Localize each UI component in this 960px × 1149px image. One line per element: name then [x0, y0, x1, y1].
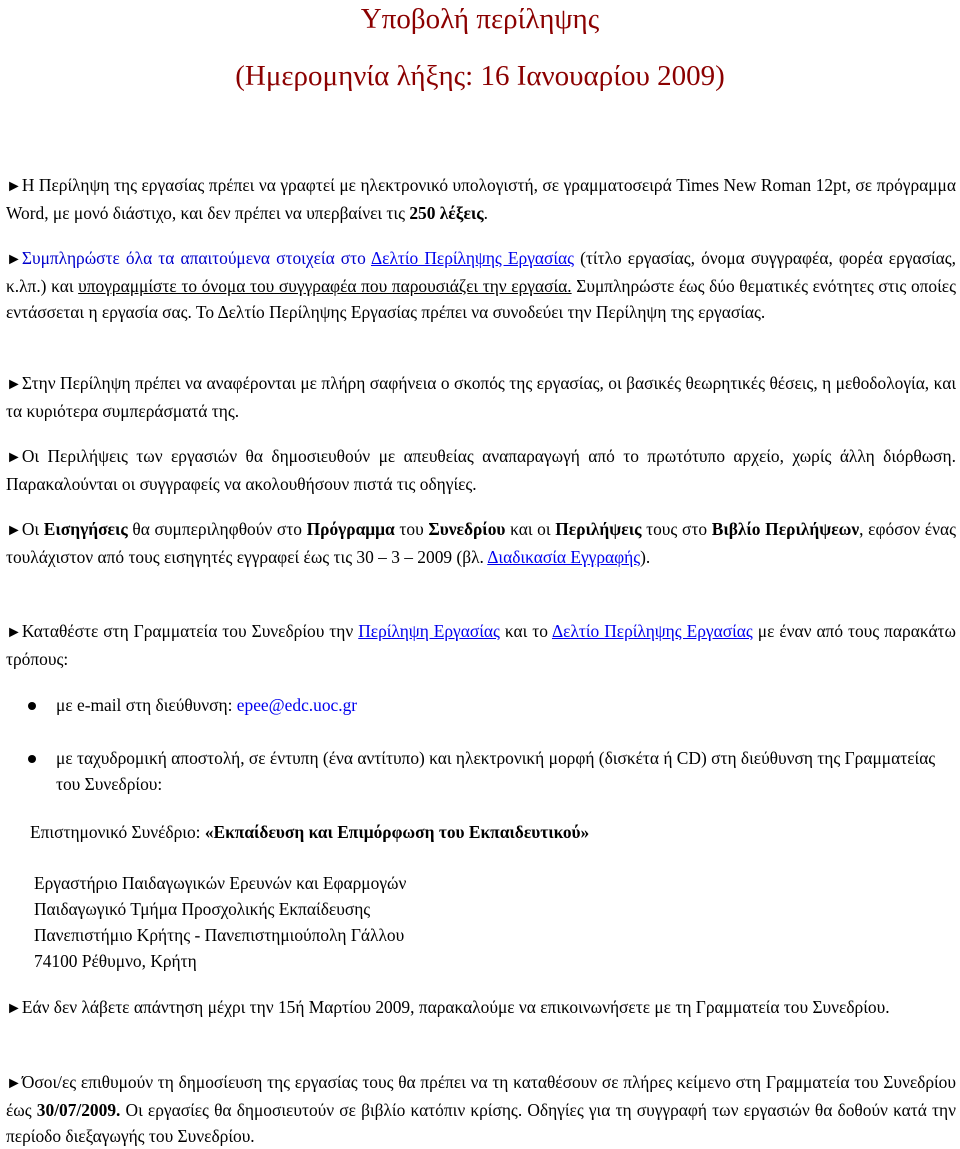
- abstract-form-link-2[interactable]: Δελτίο Περίληψης Εργασίας: [551, 621, 753, 641]
- paragraph-publication: ►Οι Περιλήψεις των εργασιών θα δημοσιευθούν με απευθείας αναπαραγωγή από το πρωτότυπο αρχείο, χωρίς άλλη διόρθωση. Παρακαλούνται οι συγγραφείς να ακολουθήσουν πιστά τις οδηγίες.: [6, 446, 956, 494]
- paragraph-program-inclusion: ►Οι Εισηγήσεις θα συμπεριληφθούν στο Πρόγραμμα του Συνεδρίου και οι Περιλήψεις τους στο Βιβλίο Περιλήψεων, εφόσον ένας τουλάχιστον από τους εισηγητές εγγραφεί έως τις 30 – 3 – 2009 (βλ. Διαδικασία Εγγραφής).: [6, 519, 956, 567]
- paragraph-submission: ►Καταθέστε στη Γραμματεία του Συνεδρίου την Περίληψη Εργασίας και το Δελτίο Περίληψης Εργασίας με έναν από τους παρακάτω τρόπους:: [6, 621, 956, 669]
- arrow-icon: ►: [6, 178, 22, 195]
- bullet-post: με ταχυδρομική αποστολή, σε έντυπη (ένα αντίτυπο) και ηλεκτρονική μορφή (δισκέτα ή CD) στη διεύθυνση της Γραμματείας του Συνεδρίου:: [56, 745, 956, 797]
- address-line: Εργαστήριο Παιδαγωγικών Ερευνών και Εφαρμογών: [34, 873, 407, 893]
- abstract-link[interactable]: Περίληψη Εργασίας: [358, 621, 500, 641]
- underlined-instruction: υπογραμμίστε το όνομα του συγγραφέα που παρουσιάζει την εργασία.: [78, 276, 572, 296]
- registration-procedure-link[interactable]: Διαδικασία Εγγραφής: [487, 547, 641, 567]
- conference-line: Επιστημονικό Συνέδριο: «Εκπαίδευση και Επιμόρφωση του Εκπαιδευτικού»: [30, 822, 590, 842]
- arrow-icon: ►: [6, 1075, 22, 1092]
- postal-address: [34, 870, 406, 974]
- abstract-form-link[interactable]: Δελτίο Περίληψης Εργασίας: [370, 248, 575, 268]
- paragraph-full-text: ►Όσοι/ες επιθυμούν τη δημοσίευση της εργασίας τους θα πρέπει να τη καταθέσουν σε πλήρες κείμενο στη Γραμματεία του Συνεδρίου έως 30/07/2009. Οι εργασίες θα δημοσιευτούν σε βιβλίο κατόπιν κρίσης. Οδηγίες για τη συγγραφή των εργασιών θα δοθούν κατά την περίοδο διεξαγωγής του Συνεδρίου.: [6, 1072, 956, 1146]
- arrow-icon: ►: [6, 1000, 22, 1017]
- bullet-icon: [28, 755, 36, 763]
- email-link[interactable]: epee@edc.uoc.gr: [236, 695, 358, 715]
- address-line: 74100 Ρέθυμνο, Κρήτη: [34, 951, 197, 971]
- paragraph-format-rules: ►Η Περίληψη της εργασίας πρέπει να γραφτεί με ηλεκτρονικό υπολογιστή, σε γραμματοσειρά Times New Roman 12pt, σε πρόγραμμα Word, με μονό διάστιχο, και δεν πρέπει να υπερβαίνει τις 250 λέξεις.: [6, 175, 956, 223]
- arrow-icon: ►: [6, 522, 22, 539]
- conference-name: «Εκπαίδευση και Επιμόρφωση του Εκπαιδευτικού»: [204, 822, 590, 842]
- arrow-icon: ►: [6, 376, 22, 393]
- bullet-email: με e-mail στη διεύθυνση: epee@edc.uoc.gr: [56, 692, 956, 718]
- arrow-icon: ►: [6, 624, 22, 641]
- paragraph-no-reply: ►Εάν δεν λάβετε απάντηση μέχρι την 15ή Μαρτίου 2009, παρακαλούμε να επικοινωνήσετε με τη Γραμματεία του Συνεδρίου.: [6, 997, 890, 1017]
- full-text-deadline: 30/07/2009.: [36, 1100, 121, 1120]
- arrow-icon: ►: [6, 251, 22, 268]
- page-title: Υποβολή περίληψης: [360, 3, 600, 35]
- paragraph-abstract-form: ►Συμπληρώστε όλα τα απαιτούμενα στοιχεία στο Δελτίο Περίληψης Εργασίας (τίτλο εργασίας, όνομα συγγραφέα, φορέα εργασίας, κ.λπ.) και υπογραμμίστε το όνομα του συγγραφέα που παρουσιάζει την εργασία. Συμπληρώστε έως δύο θεματικές ενότητες στις οποίες εντάσσεται η εργασία σας. Το Δελτίο Περίληψης Εργασίας πρέπει να συνοδεύει την Περίληψη της εργασίας.: [6, 248, 956, 322]
- bullet-icon: [28, 702, 36, 710]
- address-line: Πανεπιστήμιο Κρήτης - Πανεπιστημιούπολη Γάλλου: [34, 925, 405, 945]
- deadline-subtitle: (Ημερομηνία λήξης: 16 Ιανουαρίου 2009): [235, 60, 725, 92]
- arrow-icon: ►: [6, 449, 22, 466]
- address-line: Παιδαγωγικό Τμήμα Προσχολικής Εκπαίδευσης: [34, 899, 371, 919]
- paragraph-content-requirements: ►Στην Περίληψη πρέπει να αναφέρονται με πλήρη σαφήνεια ο σκοπός της εργασίας, οι βασικές θεωρητικές θέσεις, η μεθοδολογία, και τα κυριότερα συμπεράσματά της.: [6, 373, 956, 421]
